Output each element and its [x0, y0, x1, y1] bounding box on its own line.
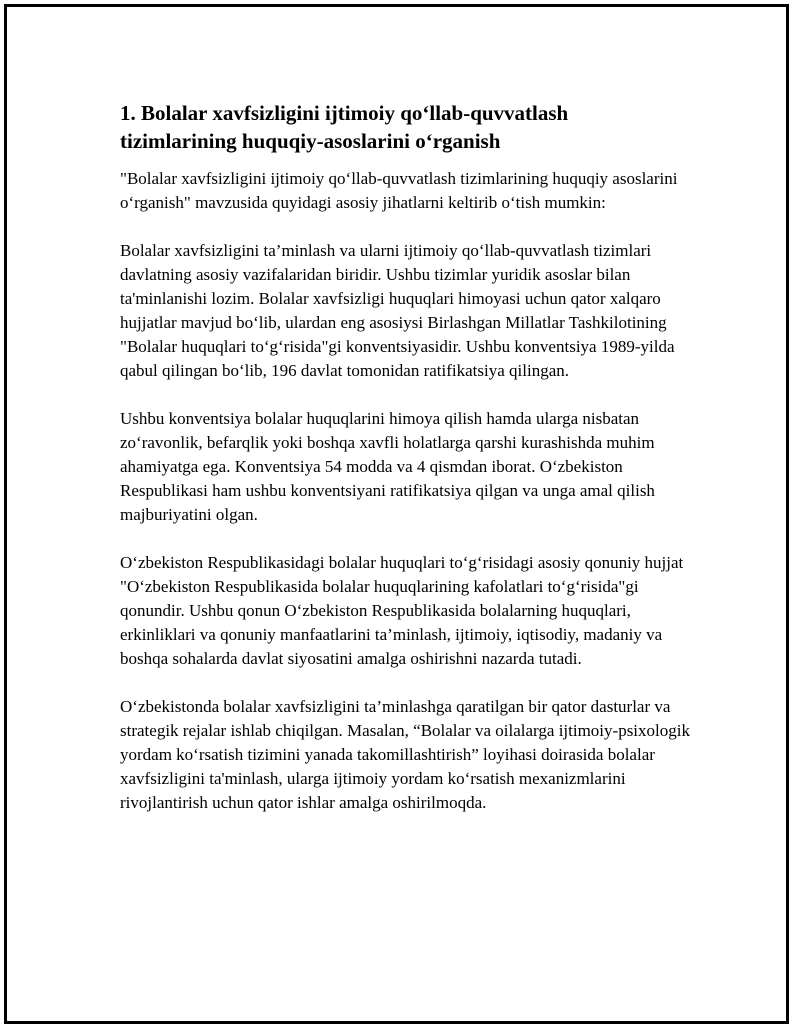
- paragraph-convention: Ushbu konventsiya bolalar huquqlarini himoya qilish hamda ularga nisbatan zo‘ravonlik, befarqlik yoki boshqa xavfli holatlarga qarshi kurashishda muhim ahamiyatga ega. Konventsiya 54 modda va 4 qismdan iborat. O‘zbekiston Respublikasi ham ushbu konventsiyani ratifikatsiya qilgan va unga amal qilish majburiyatini olgan.: [120, 409, 655, 524]
- section-heading: 1. Bolalar xavfsizligini ijtimoiy qo‘llab-quvvatlash tizimlarining huquqiy-asoslarini o‘rganish: [120, 101, 569, 153]
- paragraph-programs: O‘zbekistonda bolalar xavfsizligini ta’minlashga qaratilgan bir qator dasturlar va strategik rejalar ishlab chiqilgan. Masalan, “Bolalar va oilalarga ijtimoiy-psixologik yordam ko‘rsatish tizimini yanada takomillashtirish” loyihasi doirasida bolalar xavfsizligini ta'minlash, ularga ijtimoiy yordam ko‘rsatish mexanizmlarini rivojlantirish uchun qator ishlar amalga oshirilmoqda.: [120, 697, 690, 812]
- paragraph-intro: "Bolalar xavfsizligini ijtimoiy qo‘llab-quvvatlash tizimlarining huquqiy asoslarini o‘rganish" mavzusida quyidagi asosiy jihatlarni keltirib o‘tish mumkin:: [120, 169, 678, 212]
- document-body: [120, 99, 690, 839]
- paragraph-national-law: O‘zbekiston Respublikasidagi bolalar huquqlari to‘g‘risidagi asosiy qonuniy hujjat "O‘zbekiston Respublikasida bolalar huquqlarining kafolatlari to‘g‘risida"gi qonundir. Ushbu qonun O‘zbekiston Respublikasida bolalarning huquqlari, erkinliklari va qonuniy manfaatlarini ta’minlash, ijtimoiy, iqtisodiy, madaniy va boshqa sohalarda davlat siyosatini amalga oshirishni nazarda tutadi.: [120, 553, 684, 668]
- paragraph-legal-basis: Bolalar xavfsizligini ta’minlash va ularni ijtimoiy qo‘llab-quvvatlash tizimlari davlatning asosiy vazifalaridan biridir. Ushbu tizimlar yuridik asoslar bilan ta'minlanishi lozim. Bolalar xavfsizligi huquqlari himoyasi uchun qator xalqaro hujjatlar mavjud bo‘lib, ulardan eng asosiysi Birlashgan Millatlar Tashkilotining "Bolalar huquqlari to‘g‘risida"gi konventsiyasidir. Ushbu konventsiya 1989-yilda qabul qilingan bo‘lib, 196 davlat tomonidan ratifikatsiya qilingan.: [120, 241, 675, 380]
- page-frame: [4, 4, 789, 1024]
